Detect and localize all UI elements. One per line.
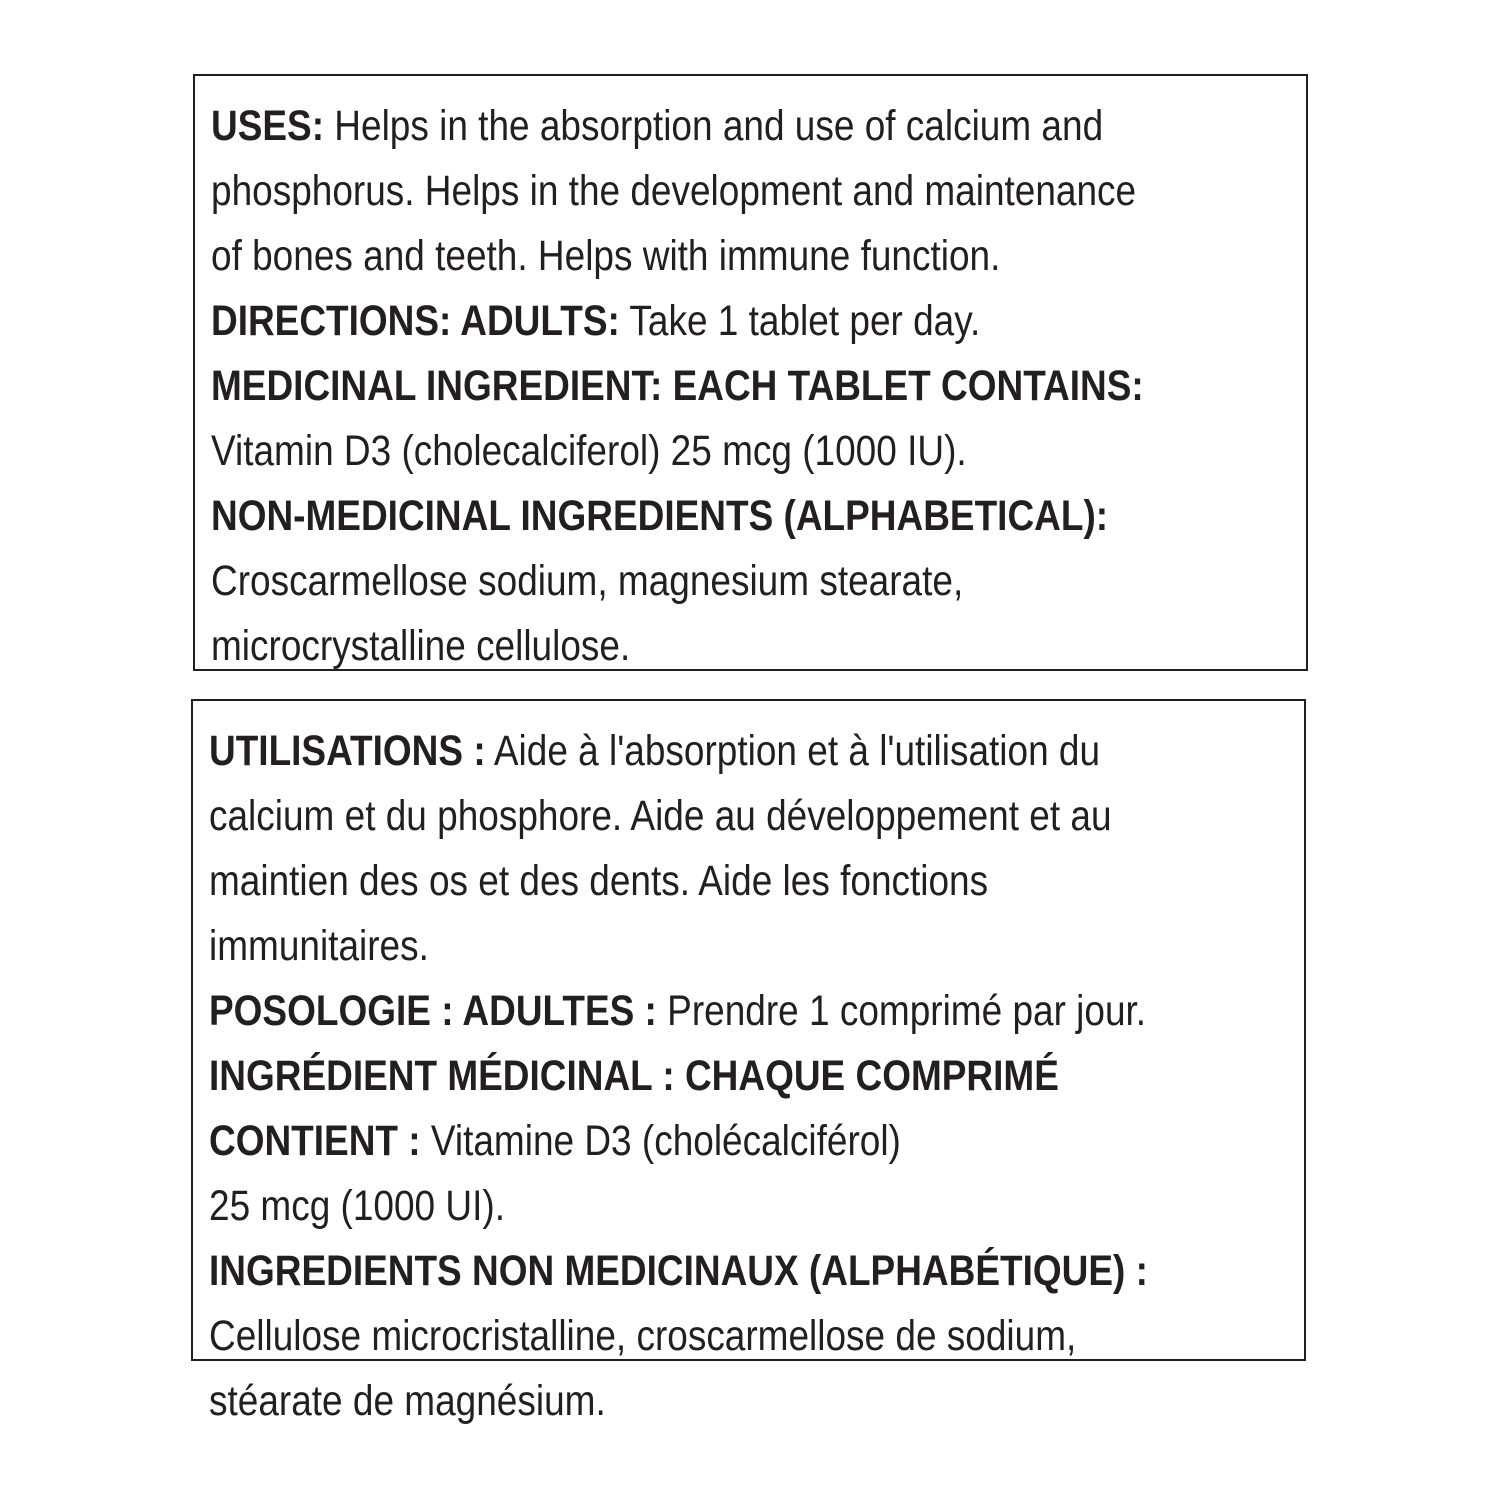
fr-line-utilisations-3: maintien des os et des dents. Aide les fonctions	[209, 857, 989, 905]
en-line-directions: DIRECTIONS: ADULTS: Take 1 tablet per day.	[211, 297, 981, 345]
en-line-uses-1: USES: Helps in the absorption and use of calcium and	[211, 102, 1104, 150]
english-label-panel	[193, 74, 1308, 671]
en-line-nonmedicinal-heading: NON-MEDICINAL INGREDIENTS (ALPHABETICAL):	[211, 492, 1109, 540]
en-line-medicinal-value: Vitamin D3 (cholecalciferol) 25 mcg (1000 IU).	[211, 427, 967, 475]
fr-line-nonmedicinal-1: Cellulose microcristalline, croscarmellose de sodium,	[209, 1312, 1077, 1360]
fr-line-utilisations-1: UTILISATIONS : Aide à l'absorption et à l'utilisation du	[209, 727, 1101, 775]
en-line-uses-2: phosphorus. Helps in the development and maintenance	[211, 167, 1137, 215]
en-line-uses-3: of bones and teeth. Helps with immune function.	[211, 232, 1001, 280]
fr-line-nonmedicinal-2: stéarate de magnésium.	[209, 1377, 606, 1425]
french-label-panel	[191, 699, 1306, 1425]
fr-line-nonmedicinal-heading: INGREDIENTS NON MEDICINAUX (ALPHABÉTIQUE) :	[209, 1247, 1148, 1295]
fr-line-utilisations-4: immunitaires.	[209, 922, 429, 970]
fr-line-medicinal-heading: INGRÉDIENT MÉDICINAL : CHAQUE COMPRIMÉ	[209, 1052, 1059, 1100]
fr-line-medicinal-value: 25 mcg (1000 UI).	[209, 1182, 505, 1230]
en-line-medicinal-heading: MEDICINAL INGREDIENT: EACH TABLET CONTAINS:	[211, 362, 1144, 410]
fr-line-medicinal-contient: CONTIENT : Vitamine D3 (cholécalciférol)	[209, 1117, 901, 1165]
fr-line-utilisations-2: calcium et du phosphore. Aide au développement et au	[209, 792, 1112, 840]
fr-line-posologie: POSOLOGIE : ADULTES : Prendre 1 comprimé par jour.	[209, 987, 1147, 1035]
en-line-nonmedicinal-2: microcrystalline cellulose.	[211, 622, 631, 670]
en-line-nonmedicinal-1: Croscarmellose sodium, magnesium stearate,	[211, 557, 964, 605]
